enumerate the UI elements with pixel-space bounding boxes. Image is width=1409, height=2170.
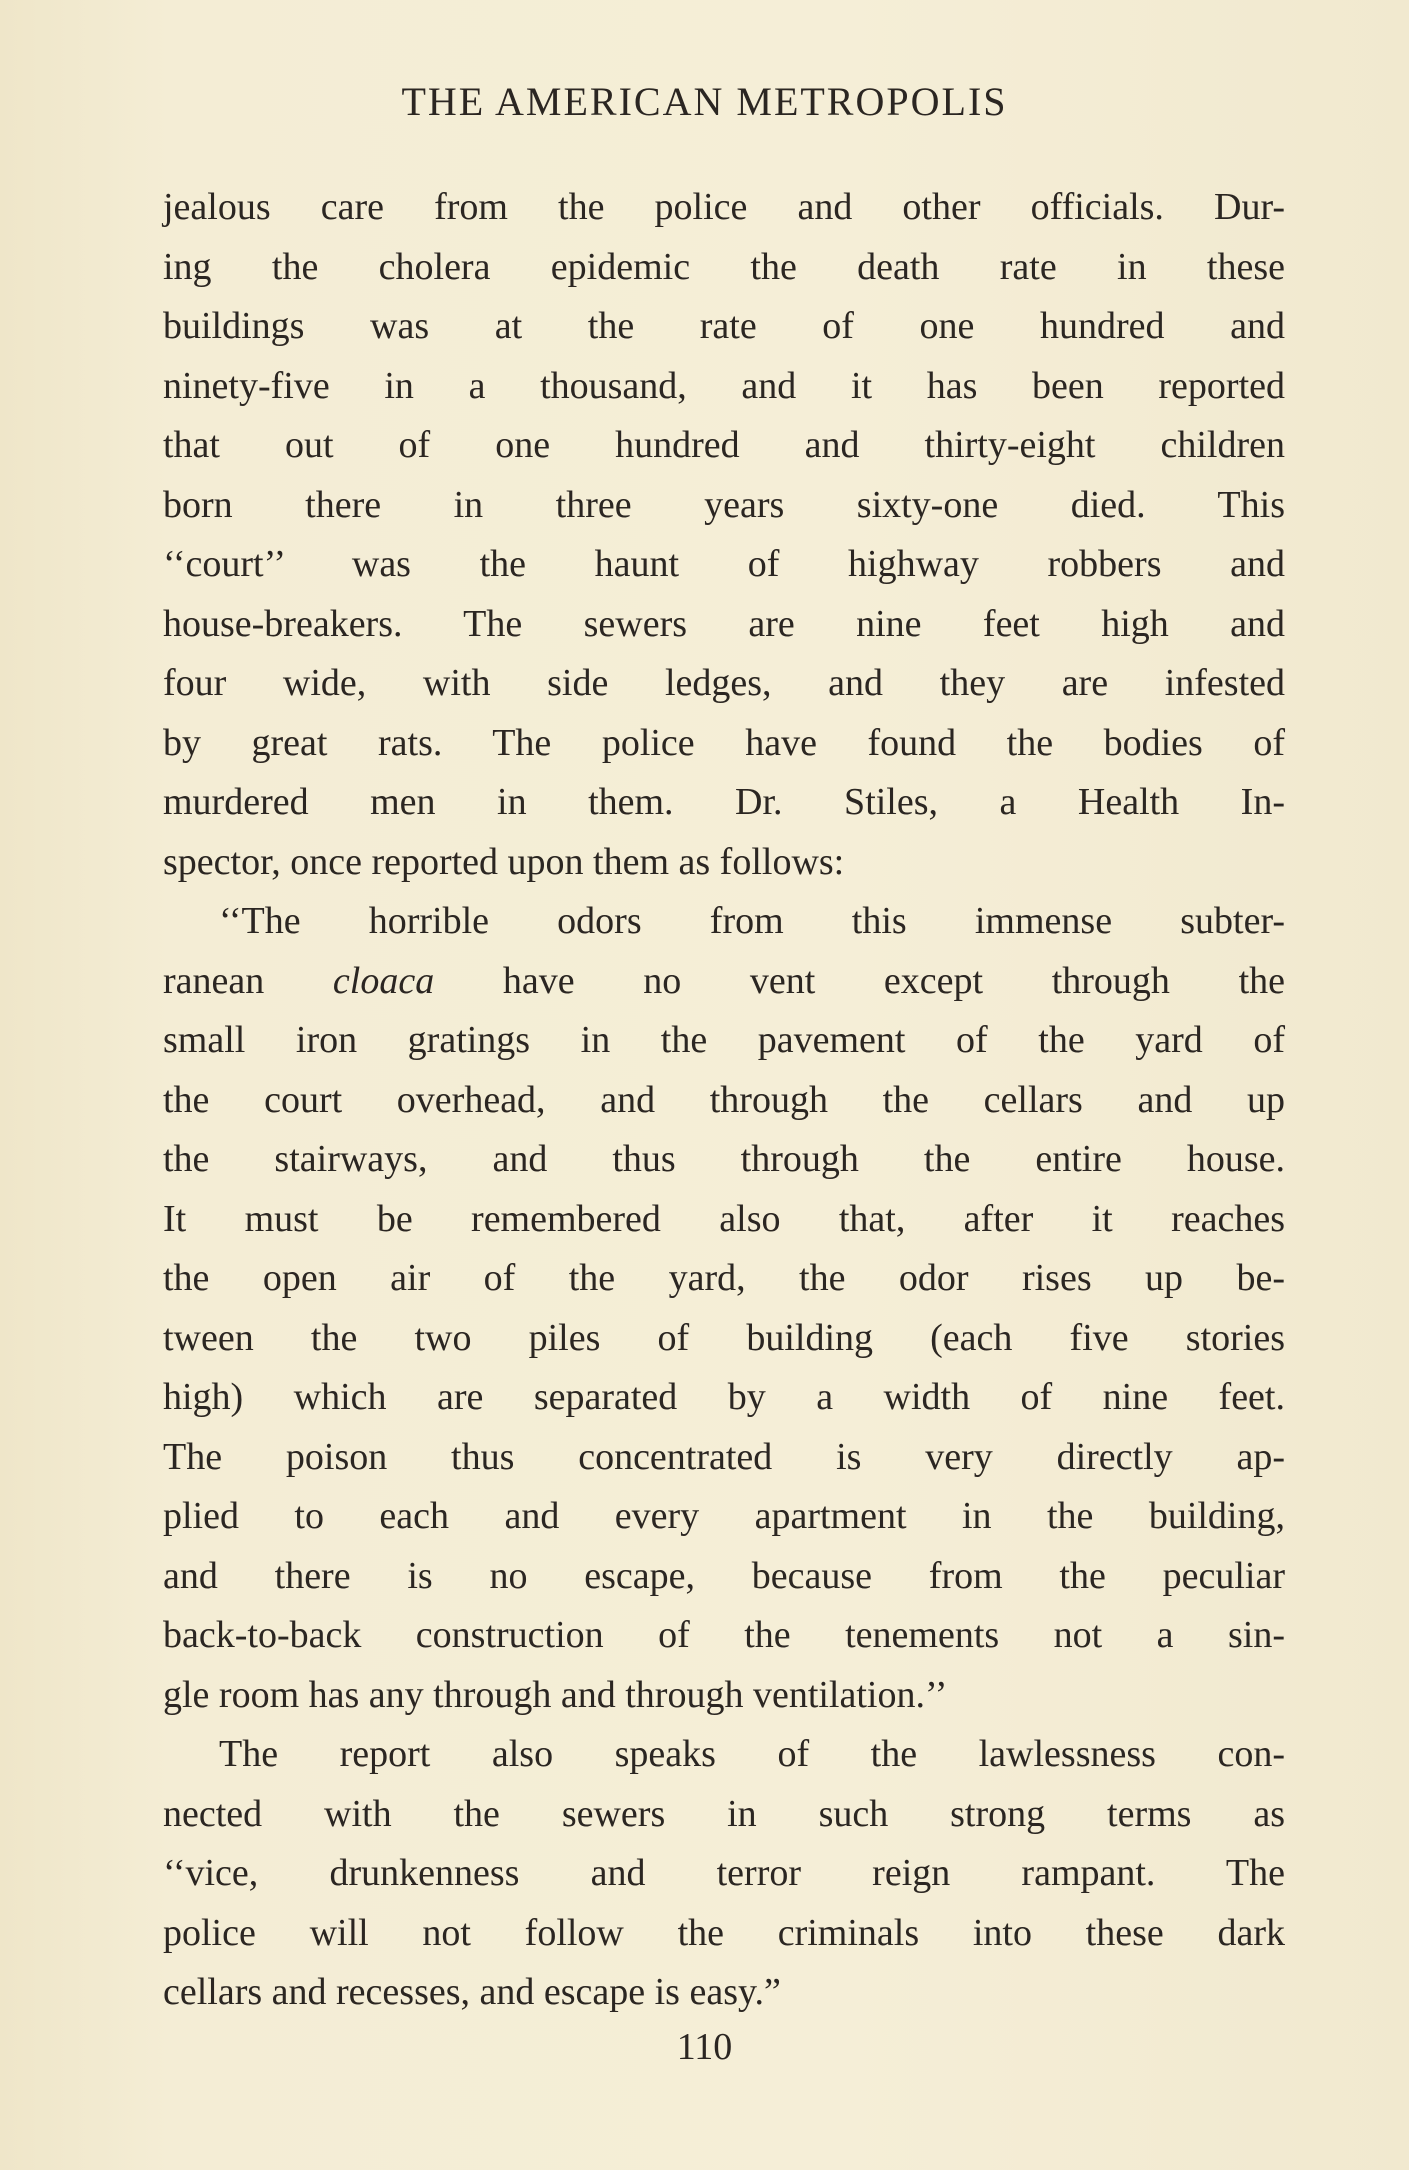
running-head <box>0 78 1409 125</box>
text-line: by great rats. The police have found the bodies of <box>163 721 1285 764</box>
page-number <box>0 2025 1409 2069</box>
text-line: ninety-five in a thousand, and it has been reported <box>163 364 1285 407</box>
text-line: the open air of the yard, the odor rises up be- <box>163 1257 1285 1299</box>
text-line: ‘‘vice, drunkenness and terror reign rampant. The <box>163 1852 1285 1894</box>
text-line: police will not follow the criminals into these dark <box>163 1911 1285 1954</box>
text-line: ranean cloaca have no vent except through the <box>163 959 1285 1002</box>
text-line: It must be remembered also that, after it reaches <box>163 1197 1285 1240</box>
text-line: The report also speaks of the lawlessness con- <box>219 1733 1285 1775</box>
text-line: house-breakers. The sewers are nine feet high and <box>163 602 1285 645</box>
text-line: back-to-back construction of the tenements not a sin- <box>163 1614 1285 1656</box>
text-line: ‘‘The horrible odors from this immense subter- <box>219 900 1285 942</box>
text-line: murdered men in them. Dr. Stiles, a Health In- <box>163 781 1285 823</box>
text-line: nected with the sewers in such strong terms as <box>163 1792 1285 1835</box>
running-head-text: THE AMERICAN METROPOLIS <box>401 79 1008 124</box>
text-line: high) which are separated by a width of nine feet. <box>163 1376 1285 1418</box>
text-line: cellars and recesses, and escape is easy.” <box>163 1971 781 2013</box>
text-line: four wide, with side ledges, and they are infested <box>163 662 1285 704</box>
text-line: plied to each and every apartment in the building, <box>163 1495 1285 1537</box>
text-line: the court overhead, and through the cellars and up <box>163 1078 1285 1121</box>
text-line: jealous care from the police and other officials. Dur- <box>163 186 1285 228</box>
text-line: gle room has any through and through ventilation.’’ <box>163 1673 948 1716</box>
text-line: small iron gratings in the pavement of the yard of <box>163 1019 1285 1061</box>
italic-word: cloaca <box>332 959 435 1002</box>
body-text <box>163 178 1285 2023</box>
text-line: ing the cholera epidemic the death rate in these <box>163 245 1285 288</box>
text-line: tween the two piles of building (each five stories <box>163 1316 1285 1359</box>
text-line: and there is no escape, because from the peculiar <box>163 1554 1285 1597</box>
text-line: the stairways, and thus through the entire house. <box>163 1138 1285 1180</box>
text-line: buildings was at the rate of one hundred and <box>163 305 1285 347</box>
page-number-text: 110 <box>676 2026 733 2068</box>
text-line: The poison thus concentrated is very directly ap- <box>163 1435 1285 1478</box>
text-line: born there in three years sixty-one died. This <box>163 483 1285 526</box>
text-line: that out of one hundred and thirty-eight children <box>163 424 1285 466</box>
text-line: ‘‘court’’ was the haunt of highway robbers and <box>163 543 1285 585</box>
text-line: spector, once reported upon them as follows: <box>163 840 845 883</box>
